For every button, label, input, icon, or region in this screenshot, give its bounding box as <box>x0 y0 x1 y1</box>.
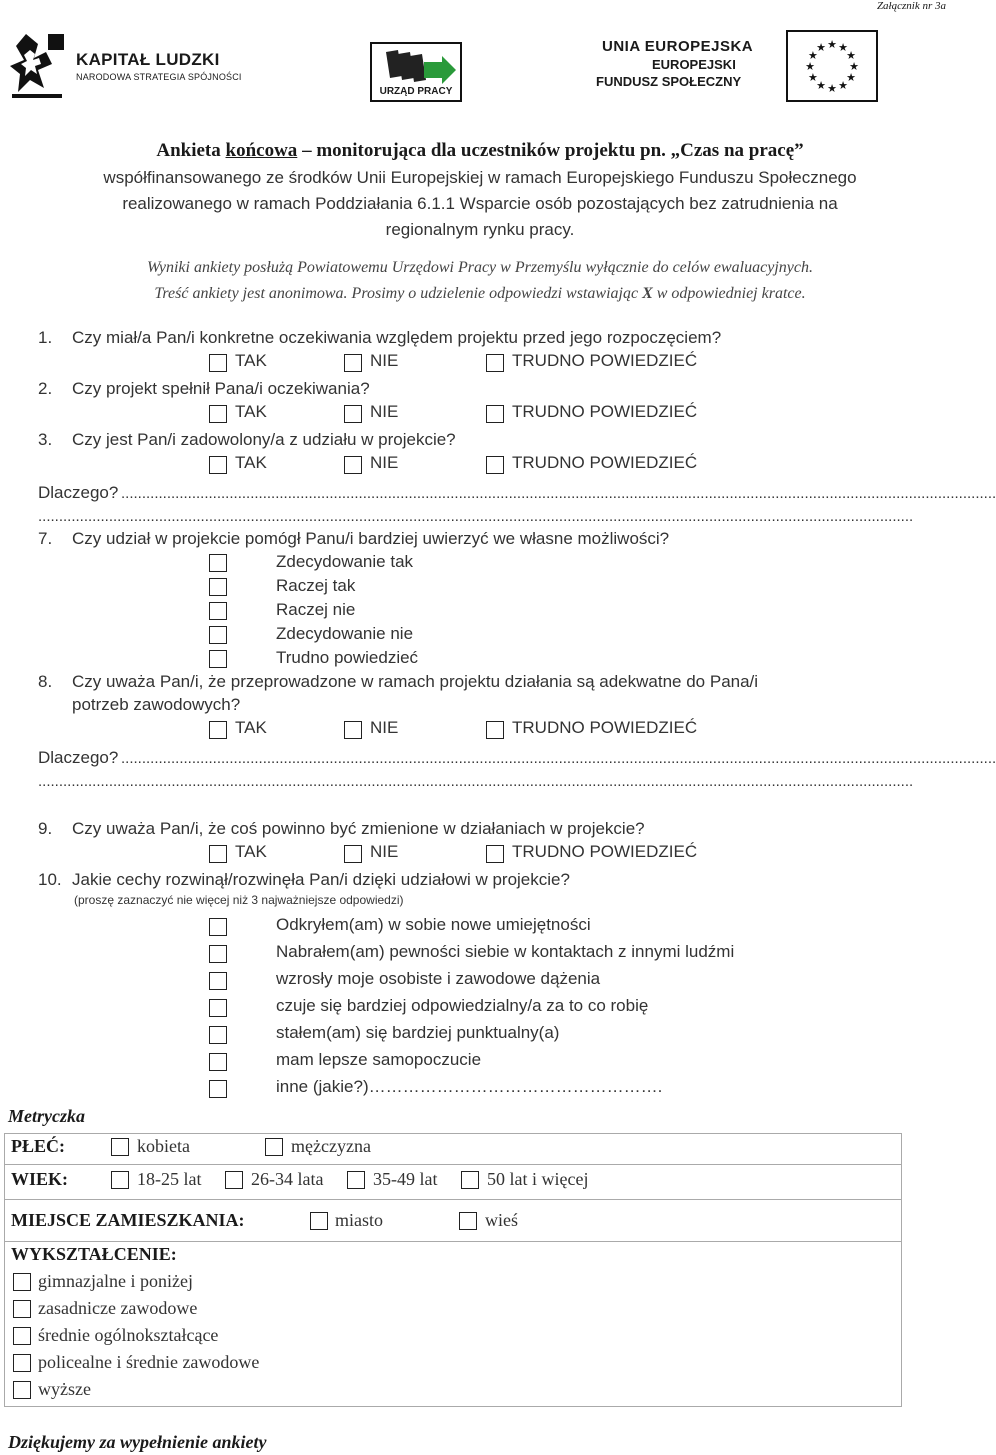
why-label: Dlaczego? <box>38 483 119 502</box>
question-10-text: Jakie cechy rozwinął/rozwinęła Pan/i dzięki udziałowi w projekcie? <box>72 870 570 889</box>
place-miasto-checkbox[interactable] <box>310 1212 328 1230</box>
q3-trudno-label: TRUDNO POWIEDZIEĆ <box>512 453 698 472</box>
q7-option-checkbox[interactable] <box>209 578 227 596</box>
place-row <box>5 1200 901 1242</box>
question-10-hint: (proszę zaznaczyć nie więcej niż 3 najważniejsze odpowiedzi) <box>74 893 404 907</box>
answer-dots[interactable]: .................................................................................................................................................................................................................. <box>38 508 914 525</box>
q3-tak-label: TAK <box>235 453 267 472</box>
q9-nie-label: NIE <box>370 842 399 861</box>
place-label: MIEJSCE ZAMIESZKANIA: <box>11 1210 245 1230</box>
q8-trudno-label: TRUDNO POWIEDZIEĆ <box>512 718 698 737</box>
education-option-label: średnie ogólnokształcące <box>38 1325 219 1345</box>
age-label: WIEK: <box>11 1169 69 1189</box>
q3-trudno-checkbox[interactable] <box>486 456 504 474</box>
q2-tak-label: TAK <box>235 402 267 421</box>
place-wies-checkbox[interactable] <box>459 1212 477 1230</box>
survey-subtitle <box>20 165 940 243</box>
q10-option-label: Odkryłem(am) w sobie nowe umiejętności <box>276 915 591 934</box>
sex-row <box>5 1134 901 1165</box>
q1-nie-checkbox[interactable] <box>344 354 362 372</box>
question-3-text: Czy jest Pan/i zadowolony/a z udziału w projekcie? <box>72 430 456 449</box>
eu-flag-icon <box>786 30 878 102</box>
q7-option-label: Raczej tak <box>276 576 356 595</box>
q7-option-checkbox[interactable] <box>209 554 227 572</box>
answer-dots[interactable]: .................................................................................................................................................................................................................. <box>121 750 996 767</box>
q3-options <box>0 455 960 475</box>
q10-option-checkbox[interactable] <box>209 999 227 1017</box>
sex-mezczyzna-checkbox[interactable] <box>265 1138 283 1156</box>
q3-nie-label: NIE <box>370 453 399 472</box>
kapital-ludzki-emblem-icon <box>8 30 68 100</box>
q8-tak-label: TAK <box>235 718 267 737</box>
q2-trudno-label: TRUDNO POWIEDZIEĆ <box>512 402 698 421</box>
q2-nie-label: NIE <box>370 402 399 421</box>
eu-star-icon: ★ <box>846 72 857 84</box>
eu-star-icon: ★ <box>838 80 848 93</box>
thanks-text: Dziękujemy za wypełnienie ankiety <box>8 1432 267 1452</box>
eu-star-icon: ★ <box>849 61 859 73</box>
place-miasto-label: miasto <box>335 1210 383 1230</box>
answer-dots[interactable]: .................................................................................................................................................................................................................. <box>38 773 914 790</box>
survey-title: Ankieta końcowa – monitorująca dla uczestników projektu pn. „Czas na pracę” <box>156 140 804 161</box>
question-9-text: Czy uważa Pan/i, że coś powinno być zmienione w działaniach w projekcie? <box>72 819 645 838</box>
education-option-label: gimnazjalne i poniżej <box>38 1271 193 1291</box>
question-2-text: Czy projekt spełnił Pana/i oczekiwania? <box>72 379 370 398</box>
eu-star-icon: ★ <box>807 50 818 62</box>
q8-options <box>0 720 960 740</box>
age-option-label: 50 lat i więcej <box>487 1169 589 1189</box>
q10-option-label: inne (jakie?)……………………………………………. <box>276 1077 663 1096</box>
question-1-text: Czy miał/a Pan/i konkretne oczekiwania względem projektu przed jego rozpoczęciem? <box>72 328 722 347</box>
eu-star-icon: ★ <box>827 39 837 51</box>
eu-star-icon: ★ <box>838 41 848 54</box>
q7-option-checkbox[interactable] <box>209 602 227 620</box>
q9-nie-checkbox[interactable] <box>344 845 362 863</box>
q7-option-label: Zdecydowanie tak <box>276 552 414 571</box>
q9-options <box>0 844 960 864</box>
q10-option-checkbox[interactable] <box>209 1026 227 1044</box>
q1-nie-label: NIE <box>370 351 399 370</box>
sex-mezczyzna-label: mężczyzna <box>291 1136 371 1156</box>
age-option-label: 35-49 lat <box>373 1169 438 1189</box>
q8-nie-checkbox[interactable] <box>344 721 362 739</box>
subtitle-line: współfinansowanego ze środków Unii Europejskiej w ramach Europejskiego Funduszu Społecznego <box>103 168 857 187</box>
subtitle-line: realizowanego w ramach Poddziałania 6.1.1 Wsparcie osób pozostających bez zatrudnienia na <box>122 194 838 213</box>
q10-option-checkbox[interactable] <box>209 1080 227 1098</box>
education-label: WYKSZTAŁCENIE: <box>11 1244 177 1264</box>
q10-option-label: mam lepsze samopoczucie <box>276 1050 482 1069</box>
age-option-checkbox[interactable] <box>111 1171 129 1189</box>
education-option-checkbox[interactable] <box>13 1327 31 1345</box>
q10-option-label: stałem(am) się bardziej punktualny(a) <box>276 1023 560 1042</box>
annex-label: Załącznik nr 3a <box>876 0 946 12</box>
q7-option-label: Trudno powiedzieć <box>276 648 419 667</box>
urzad-pracy-logo <box>370 42 462 102</box>
q9-trudno-checkbox[interactable] <box>486 845 504 863</box>
question-8-text-cont: potrzeb zawodowych? <box>72 695 241 714</box>
age-option-checkbox[interactable] <box>225 1171 243 1189</box>
kapital-ludzki-logo <box>8 30 244 100</box>
eu-logo <box>594 30 880 102</box>
age-row <box>5 1165 901 1200</box>
metryczka-table <box>4 1133 902 1407</box>
answer-dots[interactable]: .................................................................................................................................................................................................................. <box>121 485 996 502</box>
education-option-checkbox[interactable] <box>13 1354 31 1372</box>
education-option-label: zasadnicze zawodowe <box>38 1298 198 1318</box>
age-option-label: 26-34 lata <box>251 1169 324 1189</box>
why-label: Dlaczego? <box>38 748 119 767</box>
question-7-text: Czy udział w projekcie pomógł Panu/i bardziej uwierzyć we własne możliwości? <box>72 529 670 548</box>
q9-tak-label: TAK <box>235 842 267 861</box>
q10-option-label: wzrosły moje osobiste i zawodowe dążenia <box>276 969 601 988</box>
q10-option-checkbox[interactable] <box>209 1053 227 1071</box>
question-3: 3. <box>38 430 53 449</box>
eu-line1: UNIA EUROPEJSKA <box>602 38 754 55</box>
urzad-pracy-label: URZĄD PRACY <box>379 86 453 97</box>
q10-option-checkbox[interactable] <box>209 945 227 963</box>
question-9: 9. <box>38 819 53 838</box>
kapital-ludzki-title: KAPITAŁ LUDZKI <box>76 50 220 69</box>
q2-tak-checkbox[interactable] <box>209 405 227 423</box>
cards-arrow-icon <box>372 46 460 90</box>
education-option-label: wyższe <box>38 1379 91 1399</box>
survey-note <box>20 255 940 307</box>
q9-trudno-label: TRUDNO POWIEDZIEĆ <box>512 842 698 861</box>
sex-label: PŁEĆ: <box>11 1136 65 1156</box>
question-1: 1. <box>38 328 53 347</box>
q3-tak-checkbox[interactable] <box>209 456 227 474</box>
question-8: 8. <box>38 672 53 691</box>
q8-trudno-checkbox[interactable] <box>486 721 504 739</box>
note-line: Wyniki ankiety posłużą Powiatowemu Urzędowi Pracy w Przemyślu wyłącznie do celów ewaluacyjnych. <box>147 259 813 276</box>
metryczka-title: Metryczka <box>8 1106 85 1126</box>
education-option-checkbox[interactable] <box>13 1381 31 1399</box>
q1-trudno-label: TRUDNO POWIEDZIEĆ <box>512 351 698 370</box>
eu-star-icon: ★ <box>816 41 826 54</box>
question-10: 10. <box>38 870 62 889</box>
age-option-checkbox[interactable] <box>347 1171 365 1189</box>
q7-option-checkbox[interactable] <box>209 650 227 668</box>
age-option-checkbox[interactable] <box>461 1171 479 1189</box>
q2-options <box>0 404 960 424</box>
sex-kobieta-label: kobieta <box>137 1136 190 1156</box>
education-section <box>5 1242 901 1406</box>
q9-tak-checkbox[interactable] <box>209 845 227 863</box>
question-8-text: Czy uważa Pan/i, że przeprowadzone w ramach projektu działania są adekwatne do Pana/i <box>72 672 759 691</box>
place-wies-label: wieś <box>485 1210 518 1230</box>
q1-tak-checkbox[interactable] <box>209 354 227 372</box>
subtitle-line: regionalnym rynku pracy. <box>385 220 575 239</box>
q3-nie-checkbox[interactable] <box>344 456 362 474</box>
education-option-checkbox[interactable] <box>13 1300 31 1318</box>
eu-line3: FUNDUSZ SPOŁECZNY <box>596 74 742 89</box>
age-option-label: 18-25 lat <box>137 1169 202 1189</box>
eu-star-icon: ★ <box>816 80 826 93</box>
q1-trudno-checkbox[interactable] <box>486 354 504 372</box>
q8-tak-checkbox[interactable] <box>209 721 227 739</box>
question-7: 7. <box>38 529 53 548</box>
kapital-ludzki-subtitle: NARODOWA STRATEGIA SPÓJNOŚCI <box>76 72 242 82</box>
note-line: Treść ankiety jest anonimowa. Prosimy o udzielenie odpowiedzi wstawiając X w odpowiedniej kratce. <box>154 285 806 302</box>
q7-option-checkbox[interactable] <box>209 626 227 644</box>
eu-star-icon: ★ <box>807 72 818 84</box>
sex-kobieta-checkbox[interactable] <box>111 1138 129 1156</box>
question-2: 2. <box>38 379 53 398</box>
q10-option-label: Nabrałem(am) pewności siebie w kontaktach z innymi ludźmi <box>276 942 735 961</box>
eu-star-icon: ★ <box>846 50 857 62</box>
q10-option-checkbox[interactable] <box>209 972 227 990</box>
education-option-checkbox[interactable] <box>13 1273 31 1291</box>
eu-star-icon: ★ <box>805 61 815 73</box>
eu-star-icon: ★ <box>827 83 837 95</box>
q1-tak-label: TAK <box>235 351 267 370</box>
q2-nie-checkbox[interactable] <box>344 405 362 423</box>
q10-option-checkbox[interactable] <box>209 918 227 936</box>
q1-options <box>0 353 960 373</box>
q10-option-label: czuje się bardziej odpowiedzialny/a za to co robię <box>276 996 649 1015</box>
eu-line2: EUROPEJSKI <box>652 57 736 72</box>
education-option-label: policealne i średnie zawodowe <box>38 1352 260 1372</box>
q7-option-label: Zdecydowanie nie <box>276 624 414 643</box>
q7-option-label: Raczej nie <box>276 600 356 619</box>
q8-nie-label: NIE <box>370 718 399 737</box>
q2-trudno-checkbox[interactable] <box>486 405 504 423</box>
